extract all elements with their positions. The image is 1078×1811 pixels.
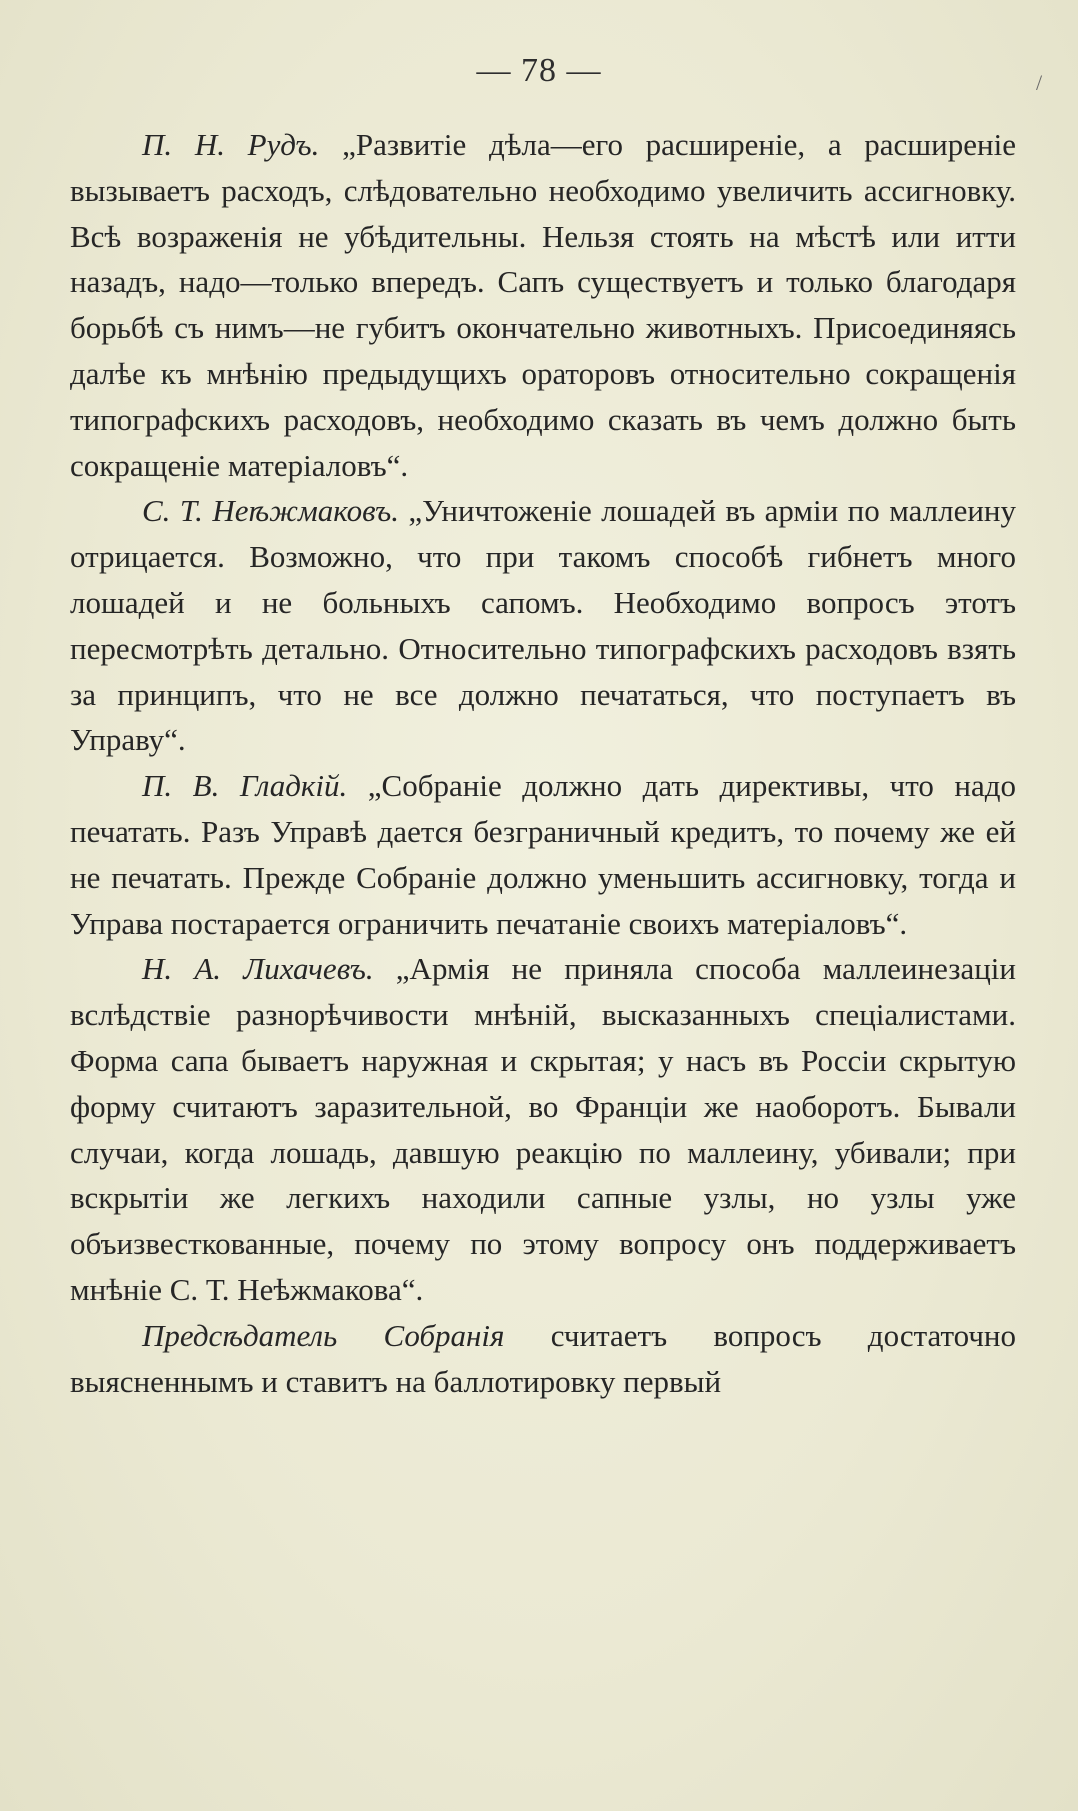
speaker-name: П. В. Гладкій.	[142, 768, 348, 804]
speaker-name: П. Н. Рудъ.	[142, 127, 320, 162]
speaker-name: Н. А. Лихачевъ.	[142, 951, 374, 987]
paragraph-likhachev	[70, 946, 1016, 1312]
speech-text: „Уничтоженіе лошадей въ арміи по маллеину отрицается. Возможно, что при такомъ способѣ гибнетъ много лошадей и не больныхъ сапомъ. Необходимо вопросъ этотъ пересмотрѣть детально. Относительно типографскихъ расходовъ взять за принципъ, что не все должно печататься, что поступаетъ въ Управу“.	[70, 493, 1017, 758]
paragraph-chairman	[70, 1313, 1016, 1405]
paragraph-neezhmakov	[70, 488, 1016, 763]
speech-text: „Собраніе должно дать директивы, что надо печатать. Разъ Управѣ дается безграничный кредитъ, то почему же ей не печатать. Прежде Собраніе должно уменьшить ассигновку, тогда и Управа постарается ограничить печатаніе своихъ матеріаловъ“.	[70, 768, 1017, 941]
speech-text: „Развитіе дѣла—его расширеніе, а расширеніе вызываетъ расходъ, слѣдовательно необходимо увеличить ассигновку. Всѣ возраженія не убѣдительны. Нельзя стоять на мѣстѣ или итти назадъ, надо—только впередъ. Сапъ существуетъ и только благодаря борьбѣ съ нимъ—не губитъ окончательно животныхъ. Присоединяясь далѣе къ мнѣнію предыдущихъ ораторовъ относительно сокращенія типографскихъ расходовъ, необходимо сказать въ чемъ должно быть сокращеніе матеріаловъ“.	[70, 127, 1016, 483]
page-number: — 78 —	[476, 52, 602, 89]
paragraph-rud	[70, 122, 1016, 488]
speech-text: считаетъ вопросъ достаточно выясненнымъ и ставитъ на баллотировку первый	[70, 1317, 1016, 1399]
margin-pencil-mark: /	[1036, 70, 1043, 95]
paragraph-gladkiy	[70, 763, 1016, 946]
speaker-name: С. Т. Неѣжмаковъ.	[142, 493, 399, 529]
speaker-name: Предсѣдатель Собранія	[142, 1317, 505, 1353]
speech-text: „Армія не приняла способа маллеинезаціи вслѣдствіе разнорѣчивости мнѣній, высказанныхъ спеціалистами. Форма сапа бываетъ наружная и скрытая; у насъ въ Россіи скрытую форму считаютъ заразительной, во Франціи же наоборотъ. Бывали случаи, когда лошадь, давшую реакцію по маллеину, убивали; при вскрытіи же легкихъ находили сапные узлы, но узлы уже объизвесткованные, почему по этому вопросу онъ поддерживаетъ мнѣніе С. Т. Неѣжмакова“.	[70, 951, 1017, 1307]
body-text	[70, 122, 1016, 1404]
